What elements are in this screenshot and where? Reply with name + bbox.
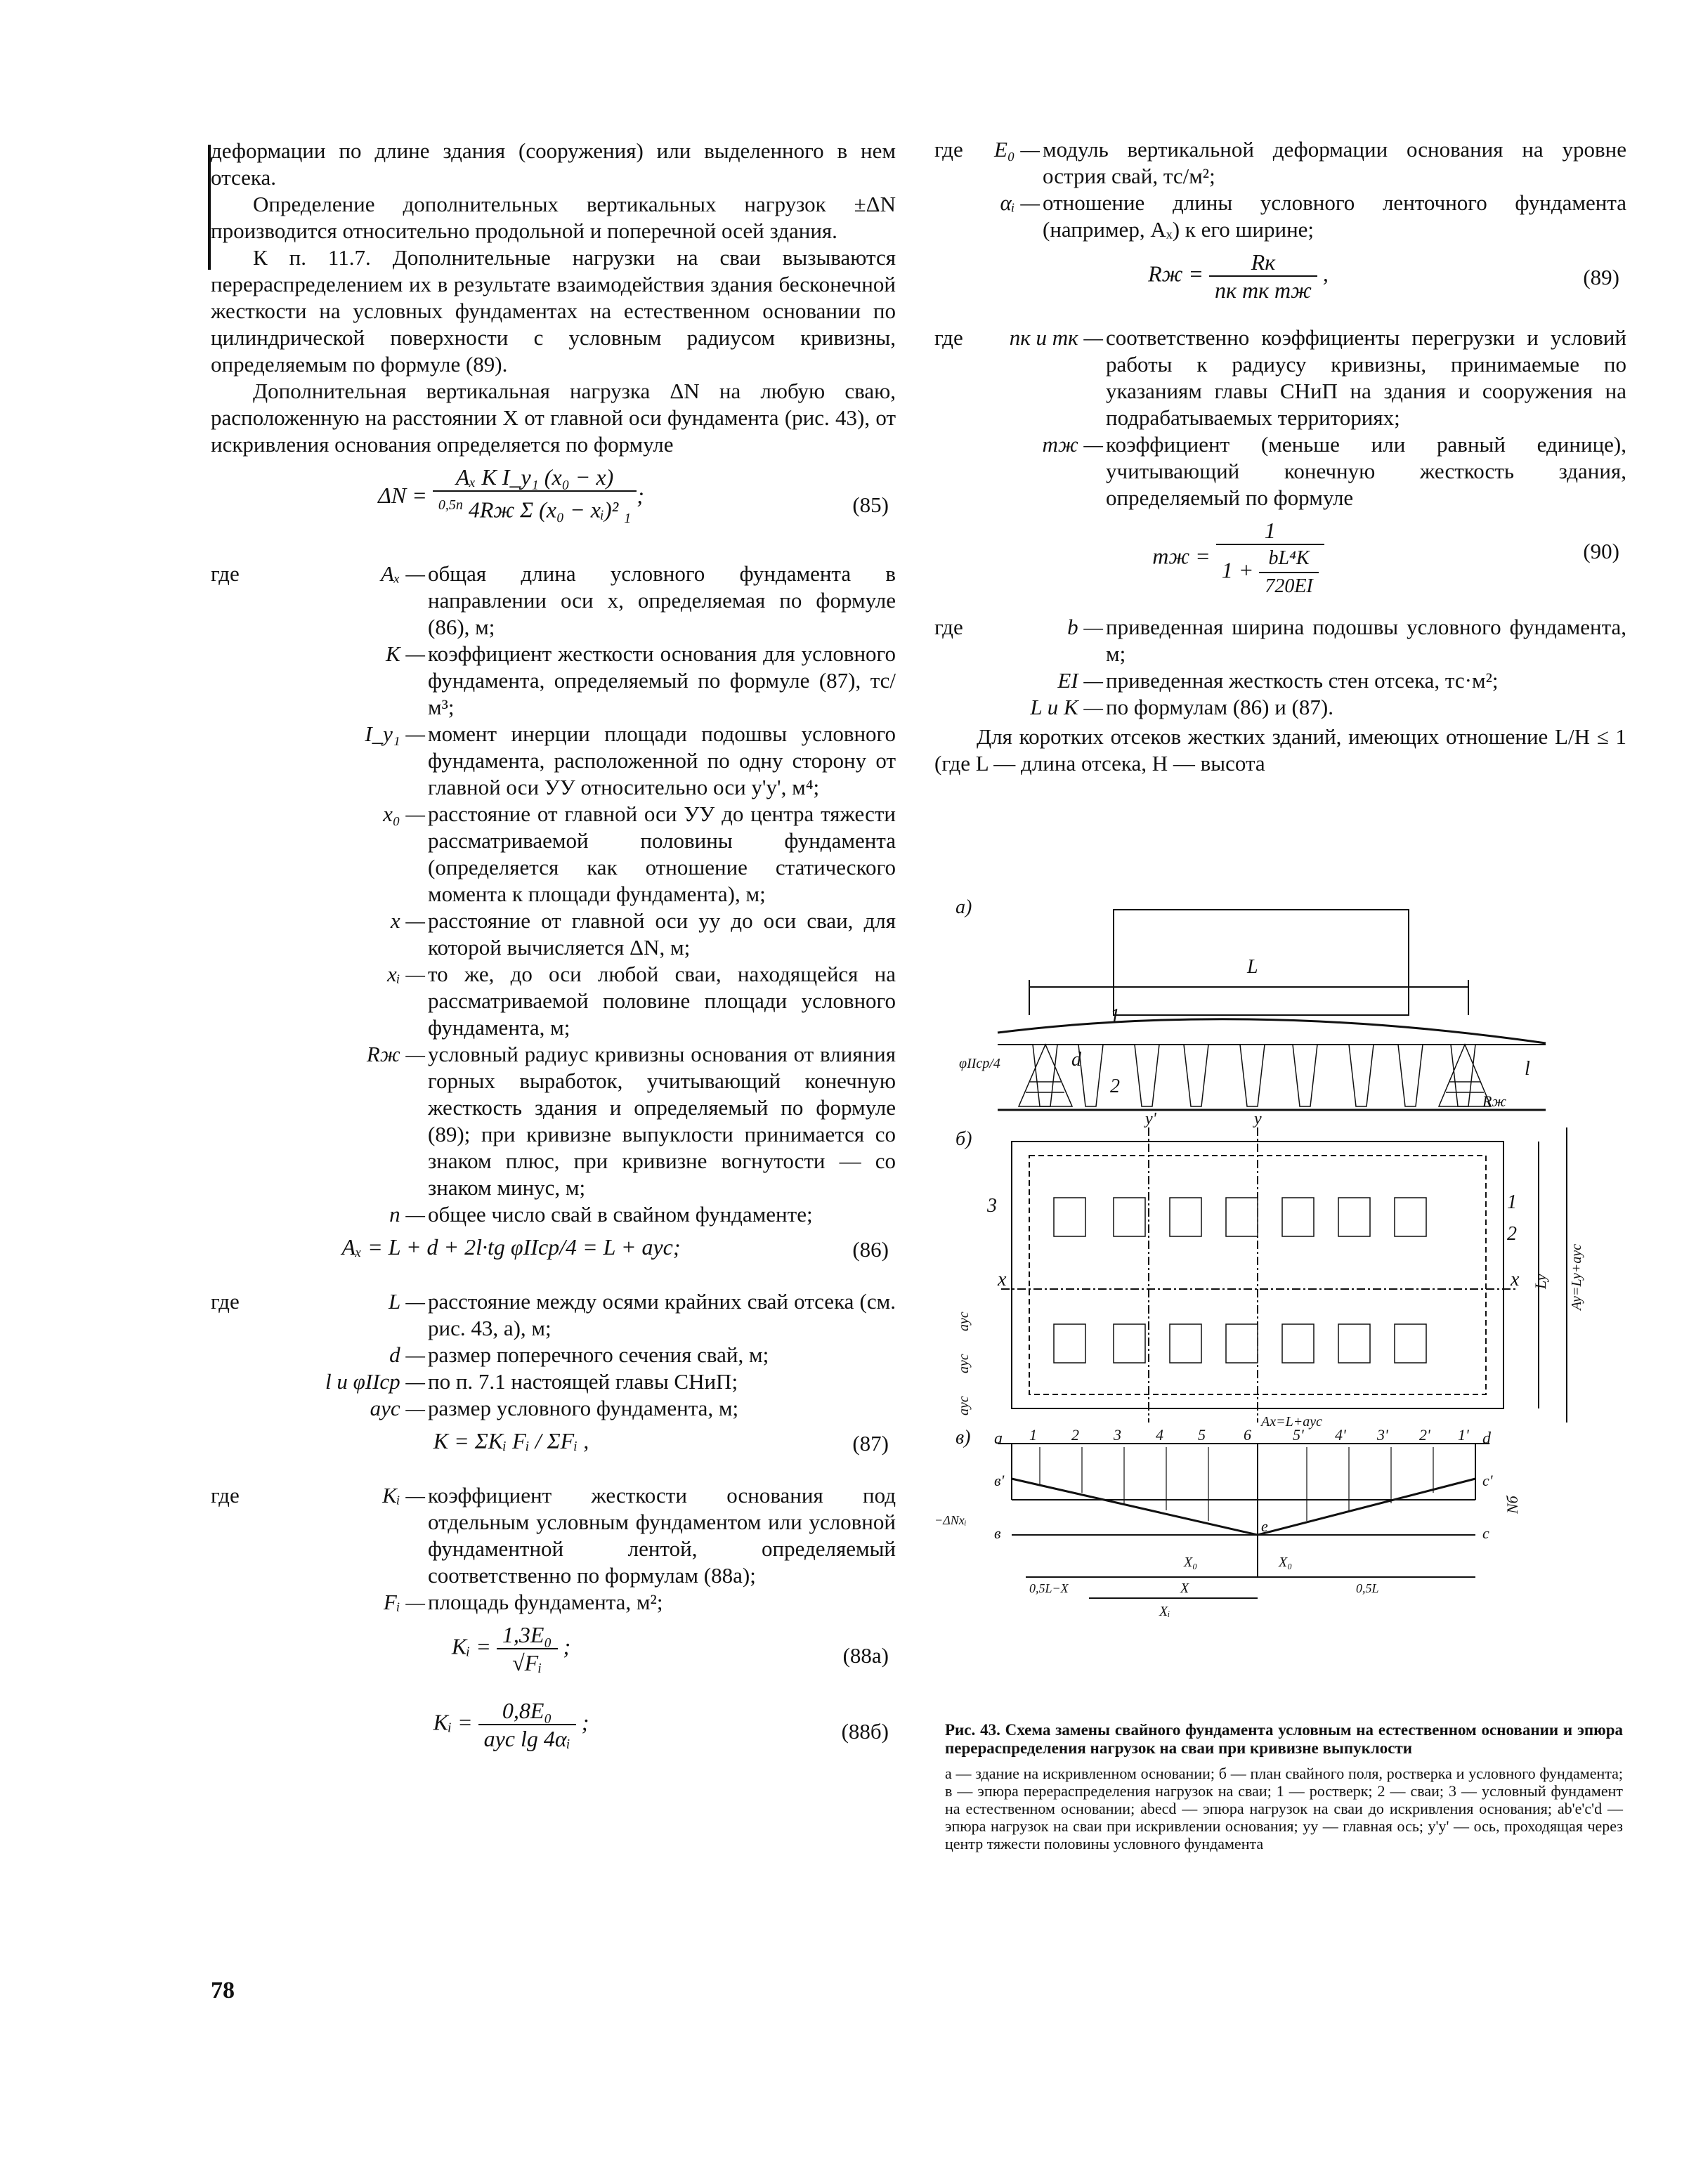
formula-85-denominator: 4Rж Σ (x₀ − xᵢ)² xyxy=(468,497,619,523)
paragraph-3: К п. 11.7. Дополнительные нагрузки на сваи вызываются перераспределением их в результате взаимодействия здания бесконечной жесткости на условных фундаментах на естественном основании по цилиндрической поверхности с условным радиусом кривизны, определяемым по формуле (89). xyxy=(211,245,896,377)
formula-90-lhs: mж = xyxy=(1152,543,1211,569)
pile xyxy=(1078,1045,1103,1106)
label-l: l xyxy=(1525,1058,1530,1080)
formula-90-number: (90) xyxy=(1583,539,1619,563)
formula-86 xyxy=(211,1234,896,1283)
formula-89-numerator: Rк xyxy=(1209,249,1317,277)
formula-90-den-a: 1 + xyxy=(1221,557,1254,583)
label-pt-d: d xyxy=(1482,1430,1491,1448)
formula-88a-tail: ; xyxy=(563,1633,571,1659)
pile-num-5: 5 xyxy=(1198,1426,1206,1444)
formula-88b xyxy=(211,1697,896,1767)
defs-90-lead: где xyxy=(934,615,963,639)
def-text: расстояние между осями крайних свай отсека (см. рис. 43, а), м; xyxy=(428,1289,896,1340)
formula-88a xyxy=(211,1621,896,1692)
formula-88b-denominator: aус lg 4αᵢ xyxy=(483,1726,570,1751)
label-phi: φIIср/4 xyxy=(959,1056,1000,1071)
def-text: общее число свай в свайном фундаменте; xyxy=(428,1202,813,1227)
def-text: площадь фундамента, м²; xyxy=(428,1590,663,1614)
def-text: по п. 7.1 настоящей главы СНиП; xyxy=(428,1369,738,1394)
pile xyxy=(1184,1045,1208,1106)
formula-86-number: (86) xyxy=(852,1237,889,1262)
pile-num-1p: 1' xyxy=(1458,1426,1469,1444)
label-c: в) xyxy=(955,1427,971,1449)
formula-85-number: (85) xyxy=(852,492,889,517)
def-term: Rж — xyxy=(366,1042,425,1066)
formula-85-sum-top: 0,5n xyxy=(438,497,463,513)
caption-title: Рис. 43. Схема замены свайного фундамента условным на естественном основании и эпюра перераспределения нагрузок на сваи при кривизне выпуклости xyxy=(945,1721,1623,1757)
label-2b: 2 xyxy=(1507,1223,1517,1245)
label-X: X xyxy=(1180,1581,1189,1596)
def-text: коэффициент жесткости основания для условного фундамента, определяемый по формуле (87), тс/м³; xyxy=(428,641,896,719)
left-column xyxy=(211,138,896,1773)
formula-88a-lhs: Kᵢ = xyxy=(451,1633,491,1659)
def-term: x — xyxy=(390,908,425,933)
label-2: 2 xyxy=(1110,1075,1120,1097)
label-L: L xyxy=(1247,956,1258,978)
label-y-prime: y' xyxy=(1145,1110,1156,1128)
formula-88a-numerator: 1,3E₀ xyxy=(497,1621,558,1649)
definitions-89 xyxy=(934,325,1626,511)
label-b: б) xyxy=(955,1128,972,1150)
formula-88a-denominator: √Fᵢ xyxy=(512,1650,542,1675)
figure-caption xyxy=(945,1721,1623,1852)
label-Ly: Ly xyxy=(1532,1274,1549,1289)
formula-85: ΔN = $\frac{\text{Aₓ K I\_y₁ (x₀ − x)}}{^{0,5n} 4Rж \Sigma (x_0 - xᵢ)^2 _1}$ ; (85) xyxy=(378,464,889,527)
definitions-85 xyxy=(211,561,896,1228)
figure-43 xyxy=(934,882,1626,1718)
label-x-left: x xyxy=(998,1269,1007,1290)
def-term: αᵢ — xyxy=(1000,190,1040,215)
label-x0-left: X₀ xyxy=(1184,1555,1198,1570)
label-dN: −ΔNxᵢ xyxy=(934,1513,967,1527)
formula-90-numerator: 1 xyxy=(1216,517,1324,545)
paragraph-4: Дополнительная вертикальная нагрузка ΔN на любую сваю, расположенную на расстоянии X от главной оси фундамента (рис. 43), от искривления основания определяется по формуле xyxy=(211,379,896,457)
pile xyxy=(1293,1045,1317,1106)
label-half-L: 0,5L xyxy=(1356,1581,1379,1595)
label-y: y xyxy=(1254,1110,1262,1128)
pile xyxy=(1349,1045,1374,1106)
pile-num-6: 6 xyxy=(1244,1426,1251,1444)
def-term: xᵢ — xyxy=(387,962,425,986)
pile-num-4p: 4' xyxy=(1335,1426,1346,1444)
label-pt-c: c xyxy=(1482,1524,1489,1542)
label-pt-a: a xyxy=(994,1430,1003,1448)
defs-86-lead: где xyxy=(211,1289,240,1314)
def-term: Fᵢ — xyxy=(383,1590,425,1614)
definitions-86 xyxy=(211,1288,896,1422)
def-text: размер поперечного сечения свай, м; xyxy=(428,1342,769,1367)
pile-num-5p: 5' xyxy=(1293,1426,1304,1444)
defs-top-lead: где xyxy=(934,137,963,162)
def-term: mж — xyxy=(1042,432,1103,457)
def-text: коэффициент (меньше или равный единице), учитывающий конечную жесткость здания, определяемый по формуле xyxy=(1106,432,1626,510)
formula-88b-numerator: 0,8E₀ xyxy=(478,1697,576,1725)
formula-89-lhs: Rж = xyxy=(1148,261,1203,287)
formula-88b-lhs: Kᵢ = xyxy=(433,1709,473,1735)
label-x0-right: X₀ xyxy=(1279,1555,1293,1570)
formula-88b-number: (88б) xyxy=(841,1719,889,1744)
def-text: приведенная ширина подошвы условного фундамента, м; xyxy=(1106,615,1626,666)
pile xyxy=(1451,1045,1475,1106)
def-term: Kᵢ — xyxy=(382,1483,425,1508)
def-term: nк и mк — xyxy=(1009,325,1103,350)
def-term: Aₓ — xyxy=(380,561,425,586)
definitions-top xyxy=(934,136,1626,243)
label-Xi: Xᵢ xyxy=(1159,1604,1170,1619)
formula-90-den-num: bL⁴K xyxy=(1259,545,1318,573)
def-text: модуль вертикальной деформации основания на уровне острия свай, тс/м²; xyxy=(1043,137,1626,188)
label-Nb: Nб xyxy=(1503,1496,1521,1514)
formula-86-expr: Aₓ = L + d + 2l·tg φIIср/4 = L + aус; xyxy=(341,1234,681,1260)
building-outline xyxy=(1114,910,1409,1015)
pile-num-3p: 3' xyxy=(1377,1426,1388,1444)
def-term: x₀ — xyxy=(383,802,425,826)
formula-88b-tail: ; xyxy=(581,1709,589,1735)
formula-90 xyxy=(934,517,1626,608)
label-x-right: x xyxy=(1511,1269,1520,1290)
right-column xyxy=(934,133,1626,777)
formula-85-numerator: Aₓ K I_y₁ (x₀ − x) xyxy=(433,464,637,492)
label-Ax: Ax=L+aус xyxy=(1261,1414,1322,1430)
pile-num-3: 3 xyxy=(1114,1426,1121,1444)
def-term: EI — xyxy=(1057,668,1103,693)
paragraph-right-last: Для коротких отсеков жестких зданий, имеющих отношение L/H ≤ 1 (где L — длина отсека, H — высота xyxy=(934,724,1626,776)
formula-87 xyxy=(211,1427,896,1477)
label-a: а) xyxy=(955,896,972,918)
label-ayc-2: aус xyxy=(956,1354,972,1373)
label-pt-b: в xyxy=(994,1524,1001,1542)
formula-89 xyxy=(934,249,1626,319)
load-line-curved xyxy=(1012,1479,1475,1535)
def-term: L — xyxy=(389,1289,425,1314)
formula-85-lhs: ΔN = xyxy=(378,482,427,508)
formula-90-den-den: 720EI xyxy=(1265,575,1313,597)
page-number: 78 xyxy=(211,1977,235,2003)
label-ayc-3: aус xyxy=(956,1396,972,1415)
caption-legend: а — здание на искривленном основании; б — план свайного поля, ростверка и условного фундамента; в — эпюра перераспределения нагрузок на сваи; 1 — ростверк; 2 — сваи; 3 — условный фундамент на естественном основании; abecd — эпюра нагрузок на сваи до искривления основания; ab'e'c'd — эпюра нагрузок на сваи при искривлении основания; уу — главная ось; у'у' — ось, проходящая через центр тяжести половины условного фундамента xyxy=(945,1765,1623,1852)
definitions-90 xyxy=(934,614,1626,721)
label-pt-c1: c' xyxy=(1482,1472,1493,1489)
pile xyxy=(1135,1045,1159,1106)
def-term: K — xyxy=(386,641,425,666)
formula-89-denominator: nк mк mж xyxy=(1214,277,1312,303)
def-text: размер условного фундамента, м; xyxy=(428,1396,739,1420)
def-term: l и φIIср — xyxy=(325,1369,425,1394)
defs-89-lead: где xyxy=(934,325,963,350)
label-Ay: Ay=Ly+aус xyxy=(1569,1243,1584,1310)
def-text: соответственно коэффициенты перегрузки и условий работы к радиусу кривизны, принимаемые по указаниям главы СНиП на здания и сооружения на подрабатываемых территориях; xyxy=(1106,325,1626,430)
def-term: I_y₁ — xyxy=(365,721,425,746)
label-pt-b1: в' xyxy=(994,1472,1005,1489)
def-term: d — xyxy=(389,1342,425,1367)
def-text: расстояние от главной оси УУ до центра тяжести рассматриваемой половины фундамента (определяется как отношение статического момента к площади фундамента), м; xyxy=(428,802,896,906)
label-half-L-x: 0,5L−X xyxy=(1029,1581,1069,1595)
label-ayc-1: aус xyxy=(956,1312,972,1331)
paragraph-1: деформации по длине здания (сооружения) или выделенного в нем отсека. xyxy=(211,138,896,190)
def-term: b — xyxy=(1067,615,1103,639)
def-text: по формулам (86) и (87). xyxy=(1106,695,1333,719)
formula-87-expr: K = ΣKᵢ Fᵢ / ΣFᵢ , xyxy=(433,1428,589,1453)
paragraph-2: Определение дополнительных вертикальных нагрузок ±ΔN производится относительно продольной и поперечной осей здания. xyxy=(211,192,896,243)
def-text: расстояние от главной оси уу до оси сваи, для которой вычисляется ΔN, м; xyxy=(428,908,896,960)
defs-85-lead: где xyxy=(211,561,240,586)
formula-88a-number: (88а) xyxy=(842,1643,889,1668)
pile xyxy=(1033,1045,1057,1106)
formula-89-tail: , xyxy=(1322,261,1329,287)
label-d: d xyxy=(1071,1049,1081,1071)
label-3: 3 xyxy=(987,1195,997,1217)
pile-num-1: 1 xyxy=(1029,1426,1037,1444)
label-e: e xyxy=(1261,1517,1268,1535)
formula-85-sum-bottom: 1 xyxy=(624,511,632,527)
def-text: приведенная жесткость стен отсека, тс·м²; xyxy=(1106,668,1499,693)
curved-ground xyxy=(998,1019,1546,1043)
pile-num-2: 2 xyxy=(1071,1426,1079,1444)
label-1: 1 xyxy=(1110,1005,1120,1027)
defs-87-lead: где xyxy=(211,1483,240,1508)
formula-87-number: (87) xyxy=(852,1431,889,1456)
pile-num-2p: 2' xyxy=(1419,1426,1430,1444)
pile xyxy=(1240,1045,1265,1106)
def-term: aус — xyxy=(370,1396,425,1420)
def-text: отношение длины условного ленточного фундамента (например, Aₓ) к его ширине; xyxy=(1043,190,1626,242)
pile xyxy=(1398,1045,1423,1106)
label-1b: 1 xyxy=(1507,1191,1517,1213)
def-term: n — xyxy=(389,1202,425,1227)
def-text: то же, до оси любой сваи, находящейся на рассматриваемой половине площади условного фундамента, м; xyxy=(428,962,896,1040)
def-text: коэффициент жесткости основания под отдельным условным фундаментом или условной фундаментной лентой, определяемый соответственно по формулам (88а); xyxy=(428,1483,896,1588)
def-text: общая длина условного фундамента в направлении оси x, определяемая по формуле (86), м; xyxy=(428,561,896,639)
label-Rzh: Rж xyxy=(1482,1092,1506,1110)
definitions-87 xyxy=(211,1482,896,1616)
def-term: L и K — xyxy=(1030,695,1103,719)
def-text: условный радиус кривизны основания от влияния горных выработок, учитывающий конечную жесткость здания и определяемый по формуле (89); при кривизне выпуклости принимается со знаком плюс, при кривизне вогнутости — со знаком минус, м; xyxy=(428,1042,896,1200)
def-term: E₀ — xyxy=(993,137,1040,162)
formula-89-number: (89) xyxy=(1583,265,1619,289)
pile-num-4: 4 xyxy=(1156,1426,1163,1444)
def-text: момент инерции площади подошвы условного фундамента, расположенной по одну сторону от главной оси УУ относительно оси у'у', м⁴; xyxy=(428,721,896,799)
